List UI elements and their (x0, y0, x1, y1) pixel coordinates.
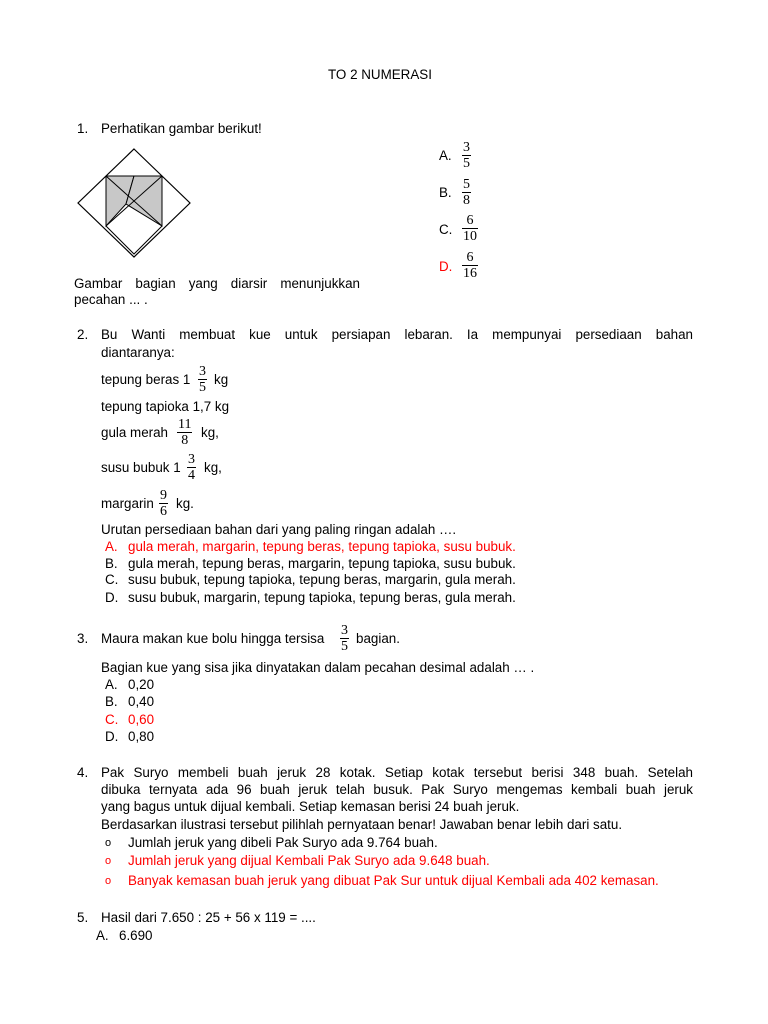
fraction-numerator: 3 (188, 452, 195, 467)
q2-item-tepung-beras-pre: tepung beras 1 (101, 372, 191, 387)
q1-option-b-fraction[interactable] (462, 177, 471, 208)
q1-option-a-letter[interactable]: A. (439, 148, 452, 163)
q1-number: 1. (77, 121, 89, 136)
q2-item-susu-bubuk-post: kg, (204, 460, 222, 475)
q3-option-d-text[interactable]: 0,80 (128, 729, 155, 744)
q4-line2: dibuka ternyata ada 96 buah jeruk telah busuk. Pak Suryo mengemas kembali buah jeruk (101, 782, 693, 797)
q2-option-b-letter[interactable]: B. (105, 556, 118, 571)
fraction-denominator: 5 (341, 639, 348, 654)
q3-question: Bagian kue yang sisa jika dinyatakan dalam pecahan desimal adalah … . (101, 660, 535, 675)
q3-option-c-letter[interactable]: C. (105, 712, 119, 727)
q2-item-gula-merah-fraction (177, 417, 192, 448)
q4-line4: Berdasarkan ilustrasi tersebut pilihlah pernyataan benar! Jawaban benar lebih dari satu. (101, 817, 623, 832)
q1-figure-shaded-right (126, 176, 162, 226)
q4-option-2-text[interactable]: Jumlah jeruk yang dijual Kembali Pak Suryo ada 9.648 buah. (128, 853, 490, 868)
q3-option-b-text[interactable]: 0,40 (128, 694, 155, 709)
fraction-numerator: 9 (160, 488, 167, 503)
fraction-numerator: 3 (463, 140, 470, 155)
q2-question: Urutan persediaan bahan dari yang paling ringan adalah …. (101, 522, 457, 537)
q5-option-a-text[interactable]: 6.690 (119, 928, 153, 943)
q2-option-b-text[interactable]: gula merah, tepung beras, margarin, tepung tapioka, susu bubuk. (128, 556, 516, 571)
q3-pre: Maura makan kue bolu hingga tersisa (101, 631, 325, 646)
q3-post: bagian. (356, 631, 400, 646)
q4-option-3-text[interactable]: Banyak kemasan buah jeruk yang dibuat Pak Sur untuk dijual Kembali ada 402 kemasan. (128, 873, 659, 888)
fraction-numerator: 6 (466, 213, 474, 228)
fraction-numerator: 3 (341, 623, 348, 638)
fraction-denominator: 8 (463, 193, 470, 208)
fraction-numerator: 11 (178, 417, 192, 432)
q1-figure (74, 146, 194, 261)
fraction-denominator: 10 (463, 229, 477, 244)
q3-option-a-text[interactable]: 0,20 (128, 677, 155, 692)
q1-option-b-letter[interactable]: B. (439, 185, 452, 200)
q1-prompt: Perhatikan gambar berikut! (101, 121, 262, 136)
q2-option-c-letter[interactable]: C. (105, 572, 119, 587)
fraction-numerator: 5 (463, 177, 470, 192)
q4-option-1-text[interactable]: Jumlah jeruk yang dibeli Pak Suryo ada 9.764 buah. (128, 835, 438, 850)
q2-item-gula-merah-pre: gula merah (101, 425, 168, 440)
q5-number: 5. (77, 910, 89, 925)
q4-line1: Pak Suryo membeli buah jeruk 28 kotak. Setiap kotak tersebut berisi 348 buah. Setelah (101, 765, 693, 780)
q3-number: 3. (77, 631, 89, 646)
q1-caption-line1: Gambar bagian yang diarsir menunjukkan (74, 276, 360, 291)
q1-option-c-letter[interactable]: C. (439, 222, 453, 237)
q2-line2: diantaranya: (101, 345, 175, 360)
q2-item-tepung-tapioka: tepung tapioka 1,7 kg (101, 399, 230, 414)
q2-item-tepung-beras-post: kg (214, 372, 229, 387)
q1-option-a-fraction[interactable] (462, 140, 471, 171)
q5-option-a-letter[interactable]: A. (96, 928, 109, 943)
q2-option-d-letter[interactable]: D. (105, 590, 119, 605)
q2-line1: Bu Wanti membuat kue untuk persiapan lebaran. Ia mempunyai persediaan bahan (101, 327, 693, 342)
q3-fraction (340, 623, 349, 654)
fraction-denominator: 5 (199, 380, 206, 395)
q2-option-a-letter[interactable]: A. (105, 539, 118, 554)
fraction-denominator: 8 (177, 432, 192, 448)
q1-caption-line2: pecahan ... . (74, 292, 148, 307)
fraction-numerator: 6 (466, 250, 474, 265)
q1-option-d-fraction[interactable] (462, 250, 478, 281)
q3-option-d-letter[interactable]: D. (105, 729, 119, 744)
q4-option-2-bullet[interactable]: o (105, 855, 112, 867)
q4-option-3-bullet[interactable]: o (105, 875, 112, 887)
q2-item-tepung-beras-fraction (198, 364, 207, 395)
q4-option-1-bullet[interactable]: o (105, 837, 112, 849)
q2-item-margarin-fraction (159, 488, 168, 519)
fraction-denominator: 16 (463, 266, 477, 281)
q3-option-a-letter[interactable]: A. (105, 677, 118, 692)
q2-item-susu-bubuk-fraction (187, 452, 196, 483)
q5-text: Hasil dari 7.650 : 25 + 56 x 119 = .... (101, 910, 316, 925)
q2-item-susu-bubuk-pre: susu bubuk 1 (101, 460, 181, 475)
fraction-denominator: 5 (463, 156, 470, 171)
q1-option-d-letter[interactable]: D. (439, 259, 453, 274)
fraction-denominator: 6 (160, 504, 167, 519)
q2-item-gula-merah-post: kg, (201, 425, 219, 440)
q2-number: 2. (77, 327, 89, 342)
q2-item-margarin-post: kg. (176, 496, 194, 511)
q2-option-c-text[interactable]: susu bubuk, tepung tapioka, tepung beras, margarin, gula merah. (128, 572, 516, 587)
q2-option-a-text[interactable]: gula merah, margarin, tepung beras, tepung tapioka, susu bubuk. (128, 539, 516, 554)
page-title: TO 2 NUMERASI (328, 67, 432, 82)
q2-option-d-text[interactable]: susu bubuk, margarin, tepung tapioka, tepung beras, gula merah. (128, 590, 516, 605)
q3-option-c-text[interactable]: 0,60 (128, 712, 155, 727)
q3-option-b-letter[interactable]: B. (105, 694, 118, 709)
q4-number: 4. (77, 765, 89, 780)
q1-option-c-fraction[interactable] (462, 213, 478, 244)
q2-item-margarin-pre: margarin (101, 496, 154, 511)
fraction-denominator: 4 (188, 468, 195, 483)
fraction-numerator: 3 (199, 364, 206, 379)
q4-line3: yang bagus untuk dijual kembali. Setiap kemasan berisi 24 buah jeruk. (101, 799, 520, 814)
